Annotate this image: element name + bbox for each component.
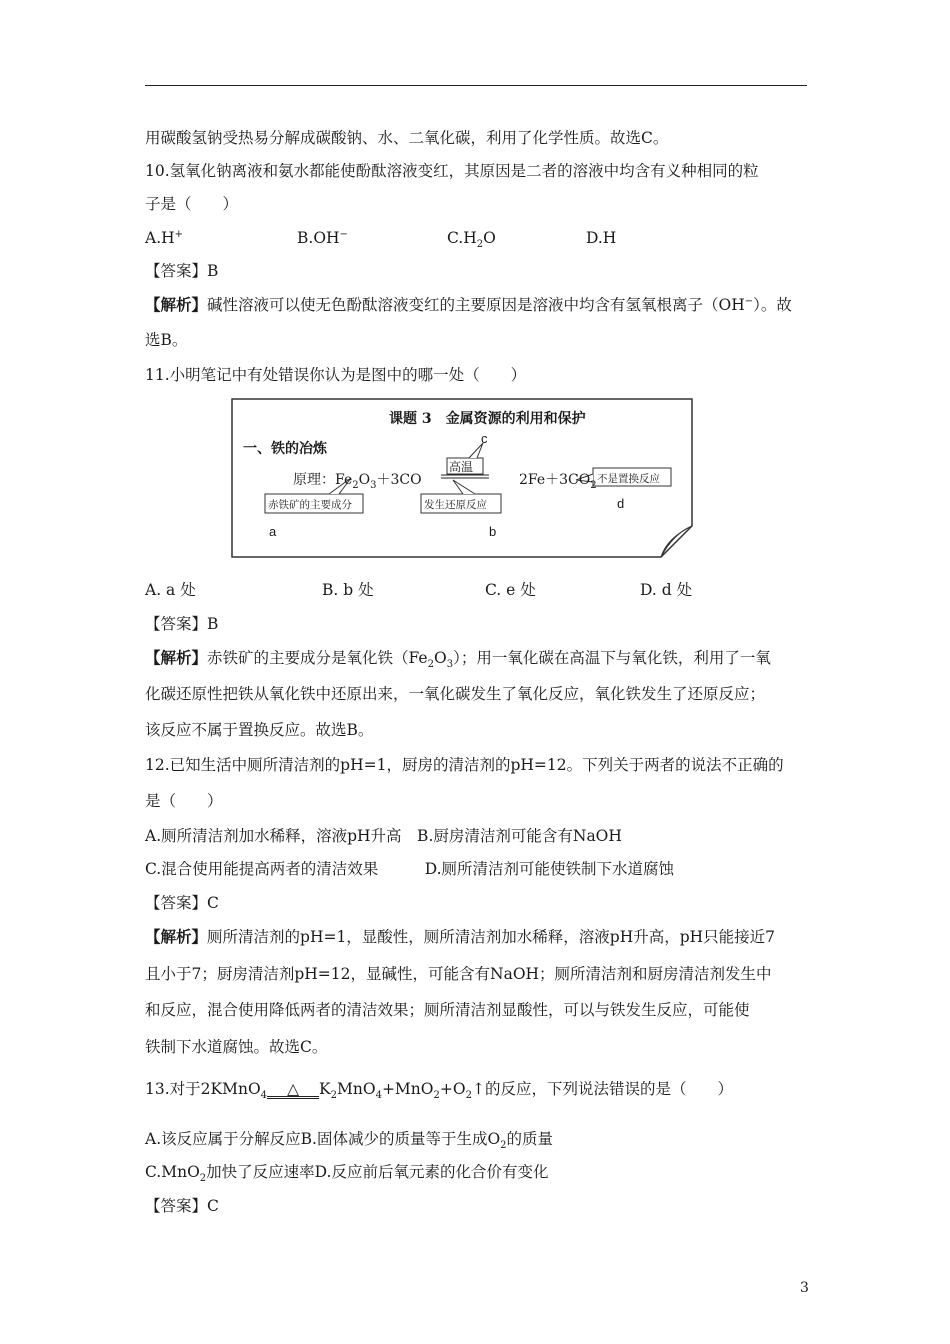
figure-equation-right: $2Fe+3CO_2$ xyxy=(519,472,597,491)
q12-stem-line1: 12.已知生活中厕所清洁剂的pH=1，厨房的清洁剂的pH=12。下列关于两者的说法不正确的 xyxy=(145,756,784,774)
callout-a-label: 赤铁矿的主要成分 xyxy=(268,499,352,511)
q10-option-d: D.H xyxy=(586,229,617,247)
q11-stem: 11.小明笔记中有处错误你认为是图中的哪一处（ ） xyxy=(145,366,527,384)
q11-answer: 【答案】B xyxy=(145,615,219,633)
q12-analysis-line3: 和反应，混合使用降低两者的清洁效果；厕所清洁剂显酸性，可以与铁发生反应，可能使 xyxy=(145,1001,750,1019)
q11-option-c: C. e 处 xyxy=(485,581,536,599)
q10-option-a: A.H+ xyxy=(145,228,184,247)
q11-analysis-line2: 化碳还原性把铁从氧化铁中还原出来，一氧化碳发生了氧化反应，氧化铁发生了还原反应； xyxy=(145,685,766,703)
header-rule xyxy=(145,85,807,86)
q11-option-d: D. d 处 xyxy=(640,581,693,599)
heating-condition: △ xyxy=(267,1082,319,1099)
letter-c: c xyxy=(481,431,488,446)
q11-option-b: B. b 处 xyxy=(322,581,374,599)
letter-a: a xyxy=(269,524,277,539)
q13-options-line1: A.该反应属于分解反应B.固体减少的质量等于生成$O_2$的质量 xyxy=(145,1130,554,1152)
letter-b: b xyxy=(489,524,497,539)
q10-stem-line2: 子是（ ） xyxy=(145,195,239,213)
page-number: 3 xyxy=(800,1280,809,1296)
q13-answer: 【答案】C xyxy=(145,1197,219,1215)
q12-options-line2: C.混合使用能提高两者的清洁效果 D.厕所清洁剂可能使铁制下水道腐蚀 xyxy=(145,860,675,878)
q12-stem-line2: 是（ ） xyxy=(145,792,223,810)
figure-equation-left: 原理：$Fe_2O_3+3CO$ xyxy=(293,472,422,491)
callout-b-label: 发生还原反应 xyxy=(424,499,487,511)
figure-section: 一、铁的冶炼 xyxy=(243,441,327,457)
figure-condition: 高温 xyxy=(449,460,474,474)
q12-answer: 【答案】C xyxy=(145,894,219,912)
q11-analysis-line3: 该反应不属于置换反应。故选B。 xyxy=(145,721,374,739)
q11-option-a: A. a 处 xyxy=(145,581,196,599)
q13-options-line2: C.MnO$_2$加快了反应速率D.反应前后氧元素的化合价有变化 xyxy=(145,1163,549,1185)
q10-answer: 【答案】B xyxy=(145,262,219,280)
callout-d-label: 不是置换反应 xyxy=(597,473,660,485)
q12-options-line1: A.厕所清洁剂加水稀释，溶液pH升高 B.厨房清洁剂可能含有NaOH xyxy=(145,827,622,845)
q10-analysis-line2: 选B。 xyxy=(145,331,188,349)
figure-title: 课题 3 金属资源的利用和保护 xyxy=(389,411,586,427)
q10-analysis-line1: 【解析】碱性溶液可以使无色酚酞溶液变红的主要原因是溶液中均含有氢氧根离子（OH−）。故 xyxy=(145,295,792,314)
q11-note-figure xyxy=(231,398,693,558)
q12-analysis-line4: 铁制下水道腐蚀。故选C。 xyxy=(145,1038,328,1056)
q12-analysis-line2: 且小于7；厨房清洁剂pH=12，显碱性，可能含有NaOH；厕所清洁剂和厨房清洁剂发生中 xyxy=(145,965,772,983)
q10-option-b: B.OH− xyxy=(297,228,348,247)
intro-line: 用碳酸氢钠受热易分解成碳酸钠、水、二氧化碳，利用了化学性质。故选C。 xyxy=(145,129,669,147)
q10-option-c: $C.H_2O$ xyxy=(447,229,496,251)
letter-d: d xyxy=(617,496,625,511)
q12-analysis-line1: 【解析】厕所清洁剂的pH=1，显酸性，厕所清洁剂加水稀释，溶液pH升高，pH只能接近7 xyxy=(145,927,776,946)
q11-analysis-line1: 【解析】赤铁矿的主要成分是氧化铁$(Fe_2O_3)$；用一氧化碳在高温下与氧化铁，利用了一氧 xyxy=(145,648,771,671)
q10-stem-line1: 10.氢氧化钠离液和氨水都能使酚酞溶液变红，其原因是二者的溶液中均含有义种相同的粒 xyxy=(145,162,759,180)
q13-stem: 13.对于2KMnO$_4$ △ $K_2MnO_4+MnO_2+O_2↑$的反应，下列说法错误的是（ ） xyxy=(145,1080,733,1102)
